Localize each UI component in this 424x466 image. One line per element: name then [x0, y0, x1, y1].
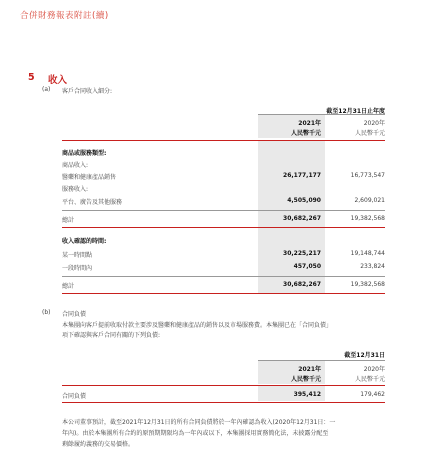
over-time-2020: 233,824 — [360, 263, 385, 270]
by-timing-total-2021: 30,682,267 — [283, 281, 321, 288]
pharma-sales-2020: 16,773,547 — [350, 172, 385, 179]
part-b-letter: (b) — [42, 309, 51, 316]
b-col-2021-unit: 人民幣千元 — [290, 376, 321, 383]
point-in-time-2020: 19,148,744 — [350, 250, 385, 257]
by-timing-heading: 收入確認的時間: — [62, 238, 107, 245]
part-a-letter: (a) — [42, 86, 51, 93]
date-header-rule — [258, 360, 385, 361]
note-line-1: 本公司董事預計，截至2021年12月31日的所有合同負債將於一年內確認為收入(2020年12月31日：一 — [62, 419, 336, 426]
b-col-2020-year: 2020年 — [363, 366, 385, 373]
platform-services-2020: 2,609,021 — [354, 197, 385, 204]
b-col-2021-year: 2021年 — [298, 366, 321, 373]
by-type-heading: 商品或服務類型: — [62, 150, 107, 157]
over-time-label: 一段時間內 — [62, 265, 93, 272]
date-header: 截至12月31日 — [344, 352, 385, 359]
page-header-title: 合併財務報表附註(續) — [20, 11, 109, 21]
by-timing-total-2020: 19,382,568 — [350, 281, 385, 288]
by-timing-total-rule — [62, 293, 385, 294]
table-b-total-rule — [62, 402, 385, 403]
by-type-total-label: 總計 — [62, 217, 75, 224]
note-line-2: 年內)。由於本集團所有合約的原預期期限均為一年內或以下，本集團採用實務簡化法，未披露分配至 — [62, 430, 329, 437]
by-timing-subtotal-rule — [62, 276, 385, 277]
col-2021-year: 2021年 — [298, 120, 321, 127]
table-b-header-rule — [62, 385, 385, 386]
by-type-total-rule — [62, 227, 385, 228]
table-a-header-rule — [62, 140, 385, 141]
platform-services-label: 平台、廣告及其他服務 — [62, 199, 123, 206]
by-type-total-2020: 19,382,568 — [350, 215, 385, 222]
period-header-rule — [258, 114, 385, 115]
note-line-3: 剩餘履約義務的交易價格。 — [62, 441, 135, 448]
pharma-sales-2021: 26,177,177 — [283, 172, 321, 179]
by-type-total-2021: 30,682,267 — [283, 215, 321, 222]
contract-liabilities-2021: 395,412 — [293, 391, 321, 398]
part-b-desc-line-1: 本集團向客戶提前收取付款主要涉及醫藥和健康產品的銷售以及市場服務費。本集團已在「合同負債」 — [62, 322, 333, 329]
by-timing-total-label: 總計 — [62, 283, 75, 290]
part-a-caption: 客戶合同收入細分: — [62, 88, 113, 95]
col-2020-year: 2020年 — [363, 120, 385, 127]
pharma-sales-label: 醫藥和健康產品銷售 — [62, 174, 117, 181]
contract-liabilities-label: 合同負債 — [62, 393, 87, 400]
b-col-2020-unit: 人民幣千元 — [354, 376, 385, 383]
by-type-subtotal-rule — [62, 210, 385, 211]
platform-services-2021: 4,505,090 — [287, 197, 321, 204]
period-header: 截至12月31日止年度 — [326, 108, 385, 115]
goods-revenue-label: 商品收入: — [62, 162, 89, 169]
services-revenue-label: 服務收入: — [62, 186, 89, 193]
col-2021-unit: 人民幣千元 — [290, 130, 321, 137]
over-time-2021: 457,050 — [293, 263, 321, 270]
section-number: 5 — [28, 72, 35, 83]
point-in-time-2021: 30,225,217 — [283, 250, 321, 257]
part-b-desc-line-2: 項下確認與客戶合同有關的下列負債: — [62, 332, 161, 339]
part-b-title: 合同負債 — [62, 311, 87, 318]
col-2020-unit: 人民幣千元 — [354, 130, 385, 137]
section-title: 收入 — [48, 75, 68, 86]
point-in-time-label: 某一時間點 — [62, 252, 93, 259]
contract-liabilities-2020: 179,462 — [360, 391, 385, 398]
